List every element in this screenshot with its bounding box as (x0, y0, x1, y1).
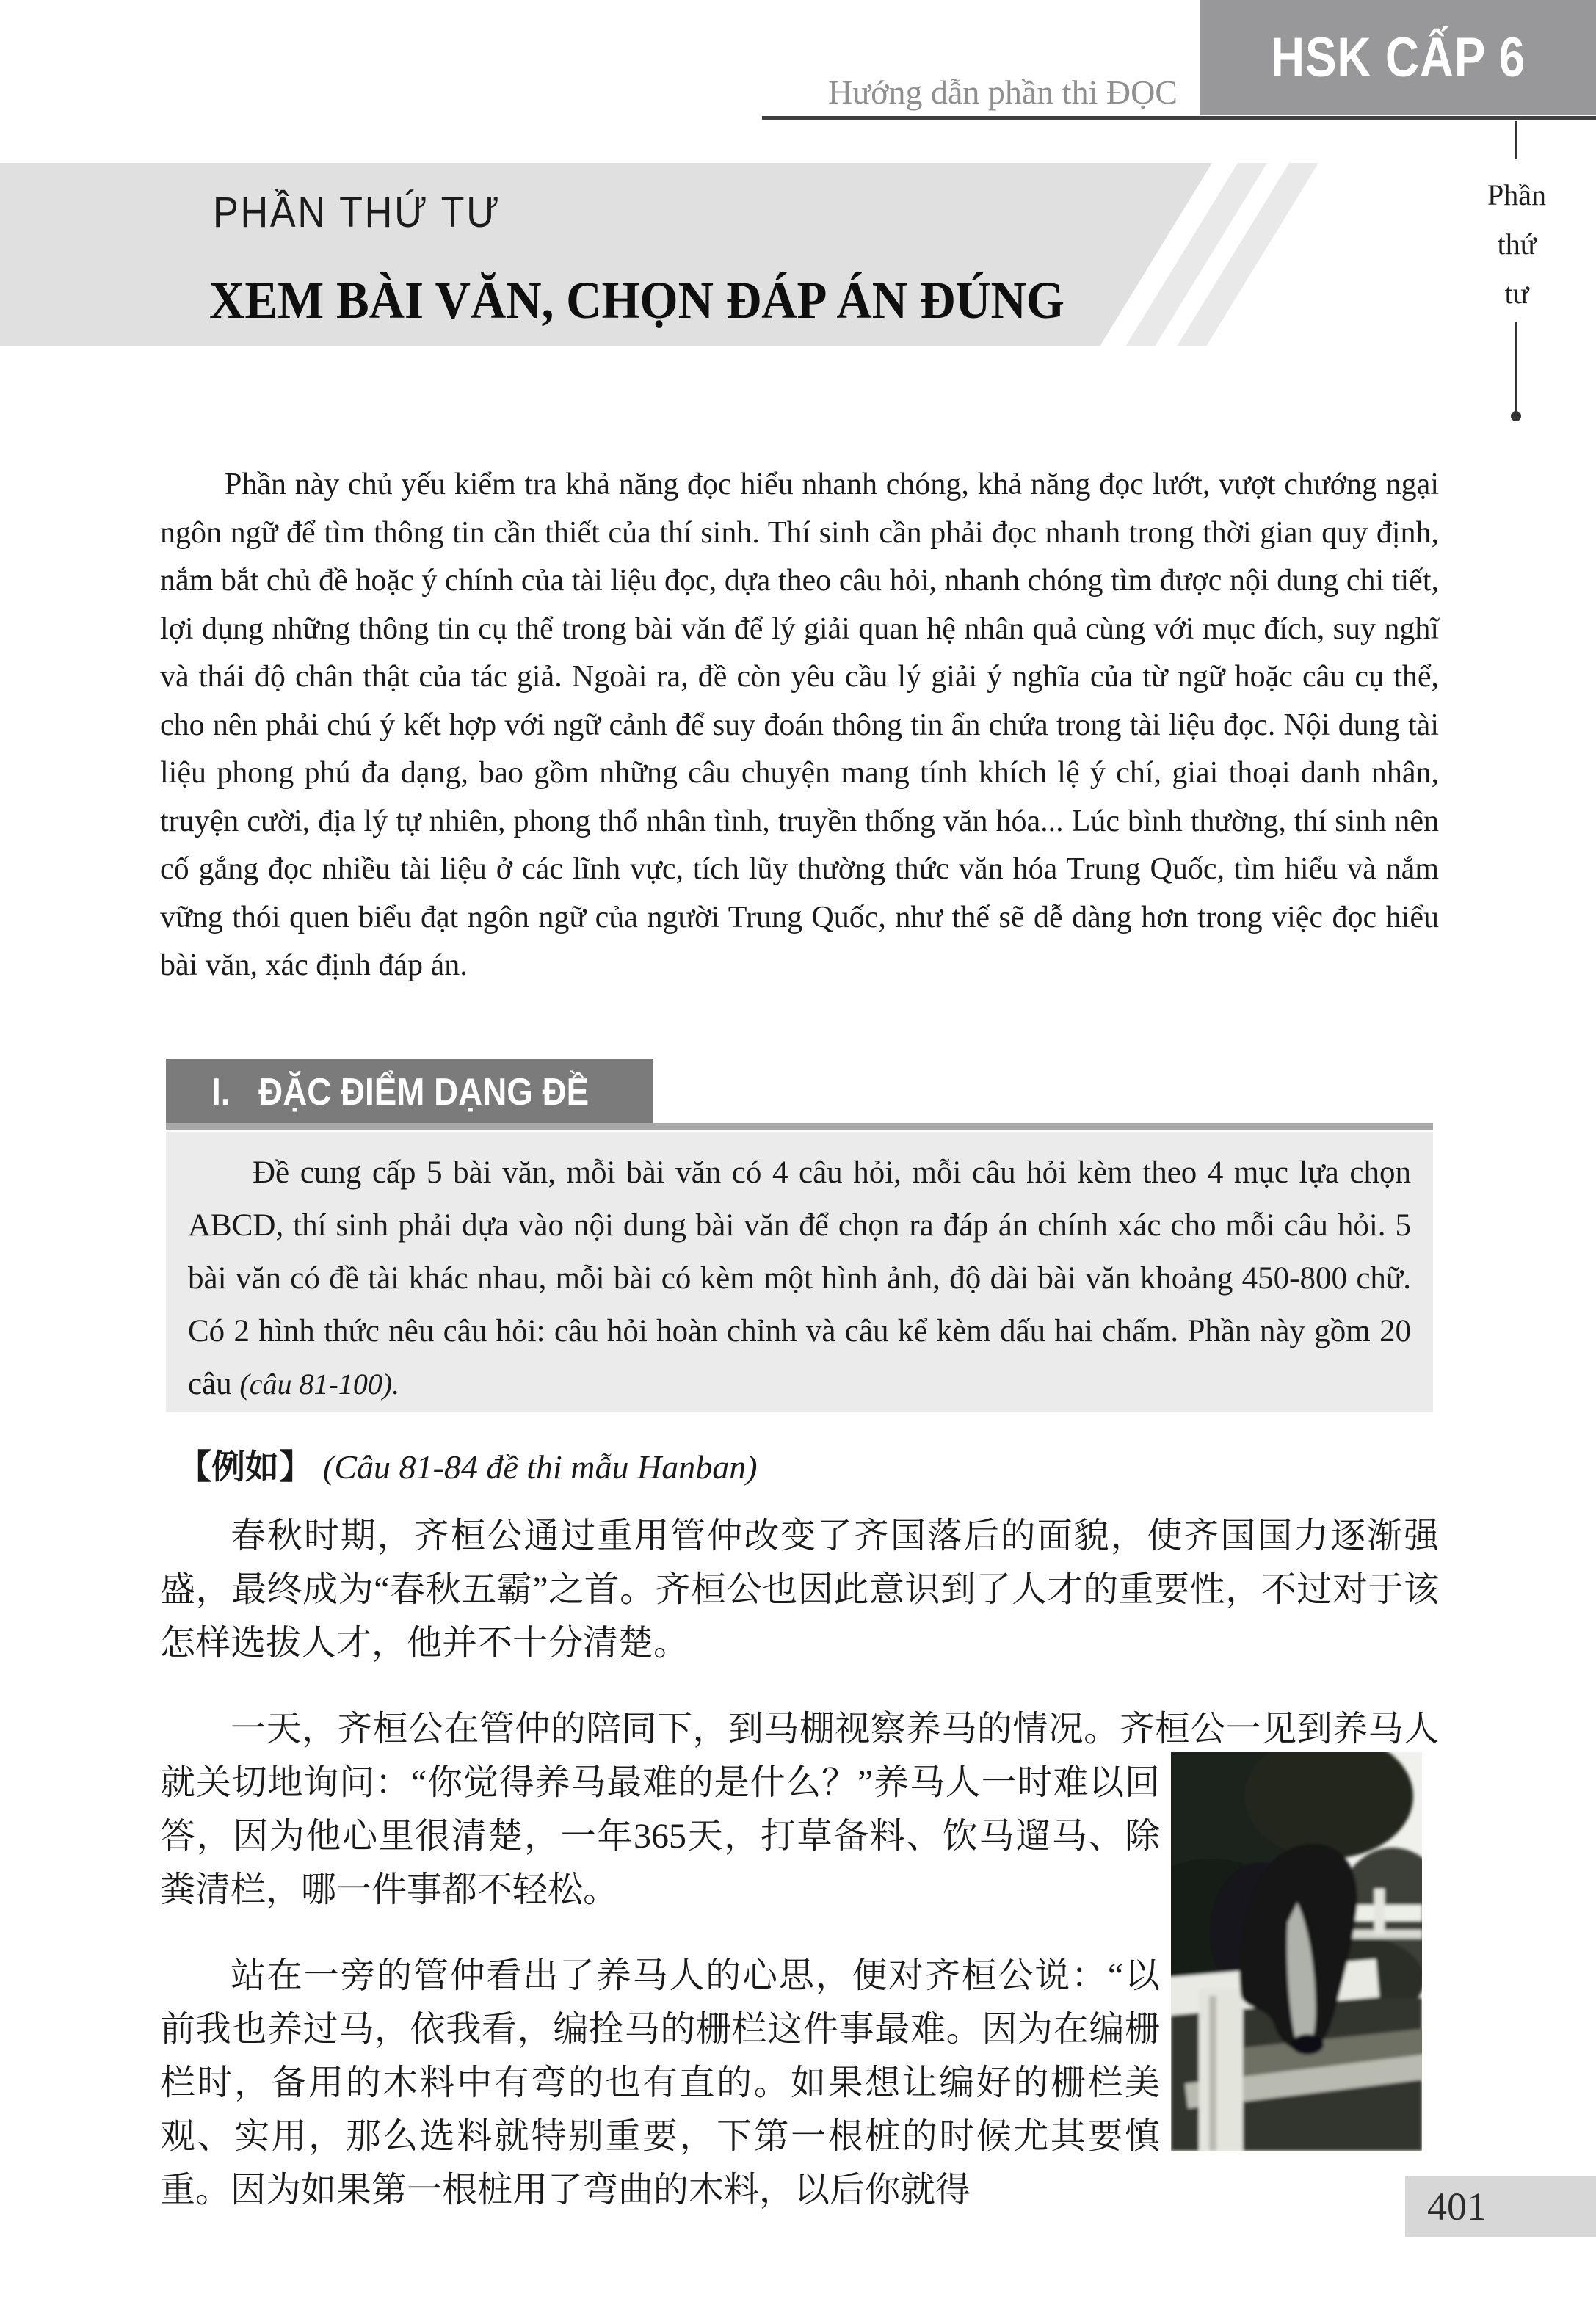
example-marker: 【例如】 (178, 1448, 313, 1486)
hsk-level-badge (1200, 0, 1596, 115)
side-tab-word-2: thứ (1497, 228, 1537, 261)
example-caption-line (178, 1440, 1352, 1486)
side-tab-word-3: tư (1504, 277, 1529, 310)
horse-photo (1171, 1752, 1422, 2151)
section-1-rule (166, 1123, 1433, 1130)
example-caption: (Câu 81-84 đề thi mẫu Hanban) (323, 1448, 758, 1486)
photo-back-fence-post (1374, 1889, 1385, 1934)
side-tab-dot (1511, 411, 1521, 421)
horse-photo-illustration (1171, 1752, 1422, 2151)
section-1-header (166, 1059, 653, 1125)
running-title: Hướng dẫn phần thi ĐỌC (828, 73, 1178, 111)
passage-paragraph-3: 站在一旁的管仲看出了养马人的心思，便对齐桓公说：“以前我也养过马，依我看，编拴马的栅栏这件事最难。因为在编栅栏时，备用的木料中有弯的也有直的。如果想让编好的栅栏美观、实用，那么选料就特别重要，下第一根桩的时候尤其要慎重。因为如果第一根桩用了弯曲的木料，以后你就得 (160, 1956, 1160, 2209)
chapter-kicker: PHẦN THỨ TƯ (213, 189, 501, 236)
header-rule (762, 116, 1596, 120)
passage-paragraph-1: 春秋时期，齐桓公通过重用管仲改变了齐国落后的面貌，使齐国国力逐渐强盛，最终成为“春秋五霸”之首。齐桓公也因此意识到了人才的重要性，不过对于该怎样选拔人才，他并不十分清楚。 (160, 1517, 1439, 1663)
photo-horse-muzzle (1291, 2034, 1324, 2055)
side-tab-line-top (1515, 121, 1517, 159)
passage-paragraph-2-text: 一天，齐桓公在管仲的陪同下，到马棚视察养马的情况。齐桓公一见到养马人就关切地询问：“你觉得养马最难的是什么？”养马人一时难以回答，因为他心里很清楚，一年365天，打草备料、饮马遛马、除粪清栏，哪一件事都不轻松。 (160, 1710, 1439, 1909)
section-1-numeral: I. (211, 1070, 231, 1114)
page-number: 401 (1427, 2185, 1487, 2229)
side-tab-word-1: Phần (1487, 178, 1546, 211)
page-number-box (1405, 2176, 1596, 2237)
hsk-level-badge-label: HSK CẤP 6 (1271, 26, 1526, 89)
section-1-heading: ĐẶC ĐIỂM DẠNG ĐỀ (258, 1070, 590, 1114)
intro-paragraph: Phần này chủ yếu kiểm tra khả năng đọc hiểu nhanh chóng, khả năng đọc lướt, vượt chướng ngại ngôn ngữ để tìm thông tin cần thiết của thí sinh. Thí sinh cần phải đọc nhanh trong thời gian quy định, nắm bắt chủ đề hoặc ý chính của tài liệu đọc, dựa theo câu hỏi, nhanh chóng tìm được nội dung chi tiết, lợi dụng những thông tin cụ thể trong bài văn để lý giải quan hệ nhân quả cùng với mục đích, suy nghĩ và thái độ chân thật của tác giả. Ngoài ra, đề còn yêu cầu lý giải ý nghĩa của từ ngữ hoặc câu cụ thể, cho nên phải chú ý kết hợp với ngữ cảnh để suy đoán thông tin ẩn chứa trong tài liệu đọc. Nội dung tài liệu phong phú đa dạng, bao gồm những câu chuyện mang tính khích lệ ý chí, giai thoại danh nhân, truyện cười, địa lý tự nhiên, phong thổ nhân tình, truyền thống văn hóa... Lúc bình thường, thí sinh nên cố gắng đọc nhiều tài liệu ở các lĩnh vực, tích lũy thường thức văn hóa Trung Quốc, tìm hiểu và nắm vững thói quen biểu đạt ngôn ngữ của người Trung Quốc, như thế sẽ dễ dàng hơn trong việc đọc hiểu bài văn, xác định đáp án. (160, 468, 1439, 982)
format-note-text: Đề cung cấp 5 bài văn, mỗi bài văn có 4 câu hỏi, mỗi câu hỏi kèm theo 4 mục lựa chọn ABCD, thí sinh phải dựa vào nội dung bài văn để chọn ra đáp án chính xác cho mỗi câu hỏi. 5 bài văn có đề tài khác nhau, mỗi bài có kèm một hình ảnh, độ dài bài văn khoảng 450-800 chữ. Có 2 hình thức nêu câu hỏi: câu hỏi hoàn chỉnh và câu kể kèm dấu hai chấm. Phần này gồm 20 câu (188, 1155, 1411, 1401)
format-note-range: (câu 81-100). (239, 1368, 400, 1401)
chapter-title: XEM BÀI VĂN, CHỌN ĐÁP ÁN ĐÚNG (209, 271, 1064, 330)
photo-front-fence-post (1199, 1989, 1243, 2151)
format-note-paragraph (188, 1147, 1411, 1411)
photo-post-shadow (1209, 1996, 1216, 2151)
format-note-box (166, 1132, 1433, 1412)
